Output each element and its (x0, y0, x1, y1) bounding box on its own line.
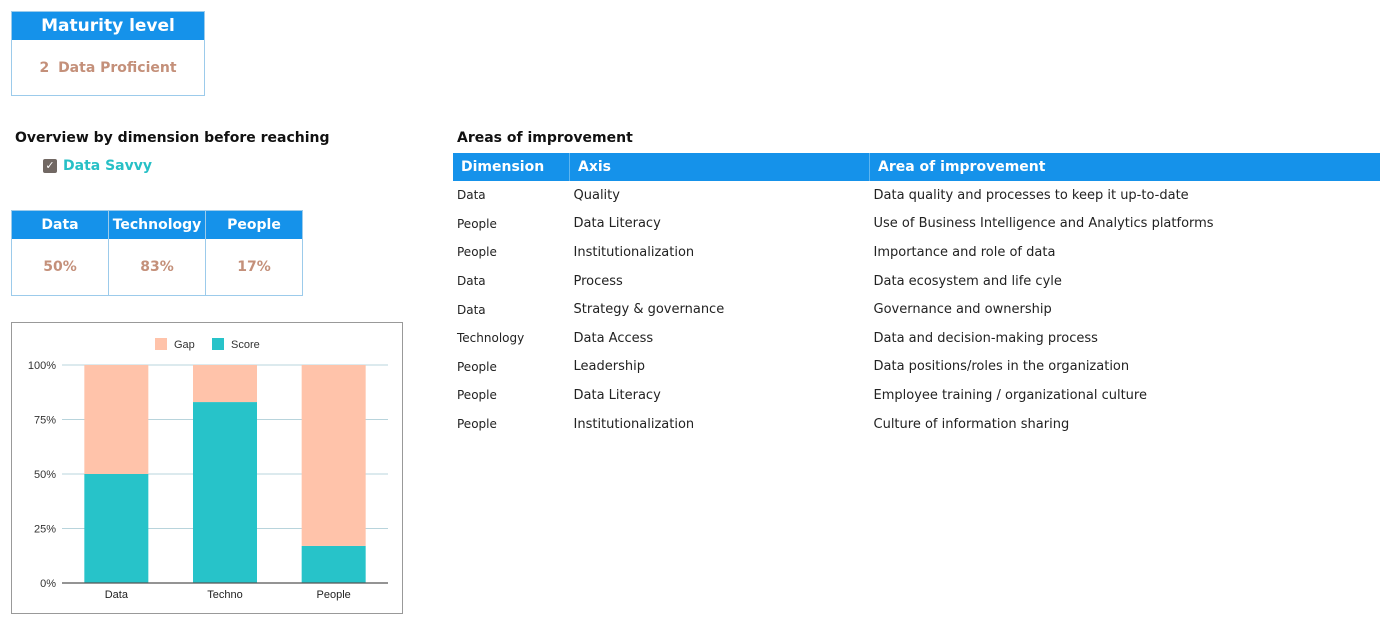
table-header-row (453, 153, 1380, 181)
cell-dimension: Data (457, 274, 486, 289)
cell-area: Data positions/roles in the organization (873, 359, 1130, 375)
table-row (453, 381, 1380, 410)
column-header-dimension: Dimension (453, 153, 570, 181)
column-header-axis: Axis (570, 153, 870, 181)
bar-gap (193, 365, 257, 402)
cell-area: Culture of information sharing (873, 416, 1070, 432)
dimension-technology (109, 211, 206, 295)
cell-dimension: Data (457, 188, 486, 203)
cell-dimension: People (457, 245, 497, 260)
cell-area: Employee training / organizational culture (873, 387, 1147, 403)
cell-area: Data ecosystem and life cyle (873, 273, 1062, 289)
cell-dimension: People (457, 388, 497, 403)
bar-score (84, 474, 148, 583)
maturity-title: Maturity level (12, 12, 204, 40)
bar-gap (84, 365, 148, 474)
x-tick-label: Data (104, 589, 128, 601)
table-row (453, 210, 1380, 239)
cell-dimension: People (457, 359, 497, 374)
maturity-level-name: Data Proficient (58, 60, 177, 76)
maturity-card (11, 11, 205, 96)
score-gap-chart (11, 322, 403, 614)
table-row (453, 324, 1380, 353)
column-header-area: Area of improvement (870, 153, 1381, 181)
legend-swatch (155, 338, 167, 350)
bar-score (302, 546, 366, 583)
table-row (453, 267, 1380, 296)
cell-area: Use of Business Intelligence and Analytics platforms (873, 216, 1214, 232)
table-row (453, 181, 1380, 210)
table-row (453, 295, 1380, 324)
cell-dimension: Data (457, 302, 486, 317)
bar-gap (302, 365, 366, 546)
y-tick-label: 50% (33, 469, 56, 481)
cell-axis: Leadership (573, 359, 645, 375)
overview-title: Overview by dimension before reaching (15, 130, 330, 146)
cell-axis: Quality (573, 187, 620, 203)
cell-axis: Institutionalization (573, 244, 695, 260)
chart-svg (12, 323, 402, 613)
table-row (453, 353, 1380, 382)
y-tick-label: 0% (40, 578, 56, 590)
dimension-header: People (206, 211, 302, 239)
y-tick-label: 75% (33, 414, 56, 427)
maturity-value (12, 60, 204, 76)
cell-dimension: People (457, 417, 497, 432)
cell-axis: Data Literacy (573, 216, 661, 232)
x-tick-label: People (316, 589, 351, 601)
cell-axis: Data Literacy (573, 387, 661, 403)
improvements-title: Areas of improvement (457, 130, 633, 146)
checkbox-checked-icon[interactable]: ✓ (43, 159, 57, 173)
table-row (453, 410, 1380, 439)
cell-area: Data and decision-making process (873, 330, 1098, 346)
dimension-data (12, 211, 109, 295)
cell-area: Governance and ownership (873, 302, 1052, 318)
dimension-header: Technology (109, 211, 205, 239)
x-tick-label: Techno (207, 589, 243, 601)
maturity-level-number: 2 (39, 60, 50, 76)
dimension-header: Data (12, 211, 108, 239)
y-tick-label: 25% (33, 523, 56, 536)
dimension-people (206, 211, 302, 295)
cell-axis: Data Access (573, 330, 654, 346)
dimension-scores (11, 210, 303, 296)
cell-axis: Strategy & governance (573, 302, 725, 318)
dimension-value: 17% (237, 259, 271, 275)
cell-area: Importance and role of data (873, 244, 1056, 260)
y-tick-label: 100% (27, 360, 56, 372)
legend-label: Score (231, 339, 260, 351)
improvements-table (453, 153, 1380, 438)
cell-axis: Process (573, 273, 623, 289)
cell-axis: Institutionalization (573, 416, 695, 432)
legend-label: Gap (174, 339, 195, 351)
dimension-value: 83% (140, 259, 174, 275)
target-level[interactable] (43, 158, 152, 174)
cell-area: Data quality and processes to keep it up-to-date (873, 187, 1189, 203)
dimension-value: 50% (43, 259, 77, 275)
cell-dimension: Technology (457, 331, 525, 346)
table-row (453, 238, 1380, 267)
cell-dimension: People (457, 216, 497, 231)
legend-swatch (212, 338, 224, 350)
bar-score (193, 402, 257, 583)
target-level-label: Data Savvy (63, 158, 152, 174)
